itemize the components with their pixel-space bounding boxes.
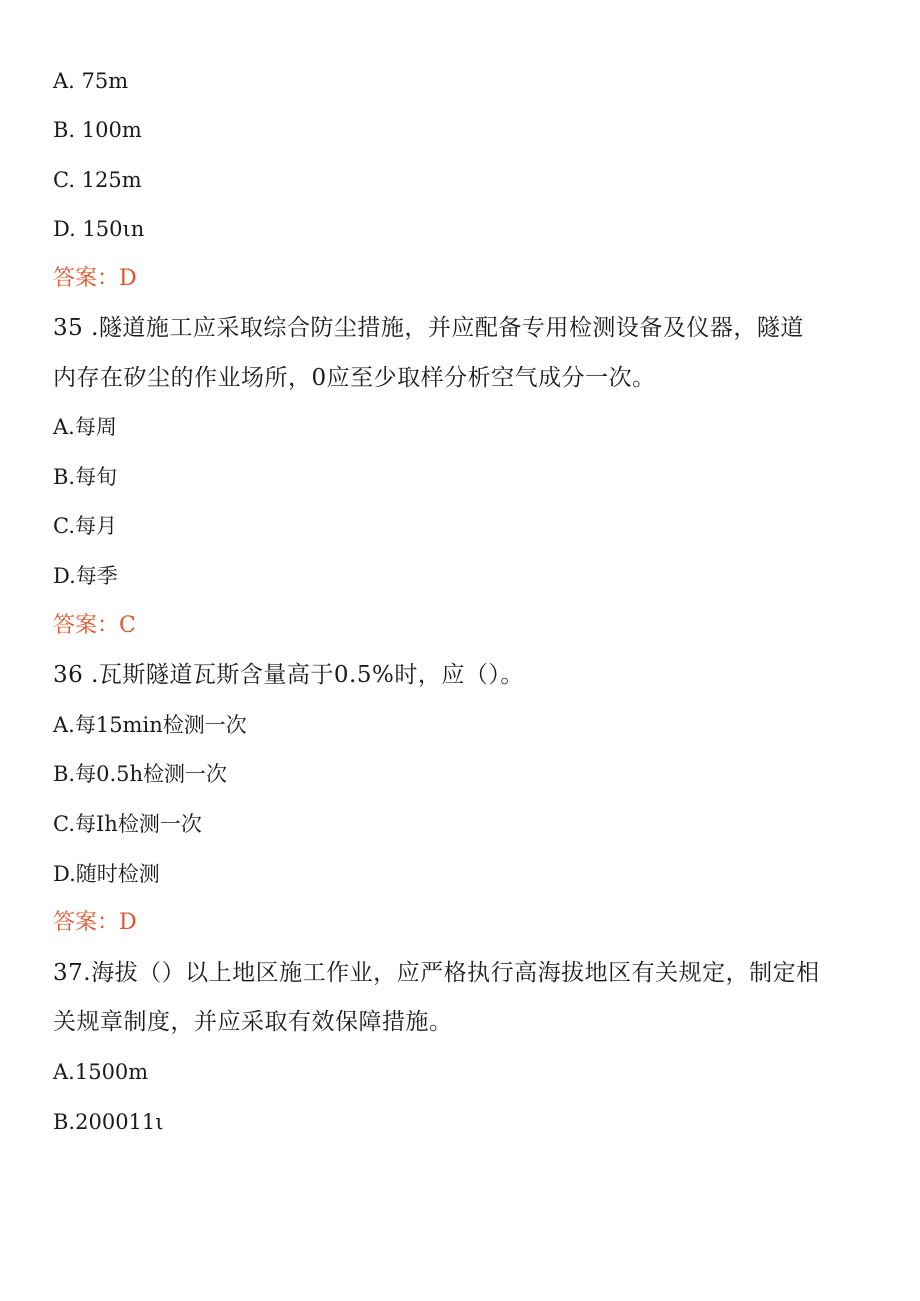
- question-36-line-1: 36 .瓦斯隧道瓦斯含量高于0.5%时，应（）。: [53, 662, 524, 688]
- option-b-q34: B. 100m: [53, 118, 142, 142]
- option-c-q36: C.每Ih检测一次: [53, 812, 202, 836]
- option-b-q35: B.每旬: [53, 465, 118, 489]
- question-35-line-1: 35 .隧道施工应采取综合防尘措施，并应配备专用检测设备及仪器，隧道: [53, 315, 804, 341]
- option-c-q34: C. 125m: [53, 168, 142, 192]
- option-a-q36: A.每15min检测一次: [53, 713, 247, 737]
- option-b-q37: B.200011ι: [53, 1110, 164, 1134]
- option-a-q34: A. 75m: [53, 69, 129, 93]
- option-d-q34: D. 150ιn: [53, 217, 145, 241]
- option-b-q36: B.每0.5h检测一次: [53, 762, 228, 786]
- answer-q35: 答案：C: [53, 613, 136, 638]
- option-d-q36: D.随时检测: [53, 862, 160, 886]
- answer-q36: 答案：D: [53, 910, 137, 935]
- option-c-q35: C.每月: [53, 514, 117, 538]
- question-37-line-2: 关规章制度，并应采取有效保障措施。: [53, 1009, 453, 1035]
- option-d-q35: D.每季: [53, 564, 118, 588]
- answer-q34: 答案：D: [53, 266, 137, 291]
- question-35-line-2: 内存在矽尘的作业场所，0应至少取样分析空气成分一次。: [53, 365, 656, 391]
- option-a-q35: A.每周: [53, 415, 117, 439]
- question-37-line-1: 37.海拔（）以上地区施工作业，应严格执行高海拔地区有关规定，制定相: [53, 960, 820, 986]
- option-a-q37: A.1500m: [53, 1060, 149, 1084]
